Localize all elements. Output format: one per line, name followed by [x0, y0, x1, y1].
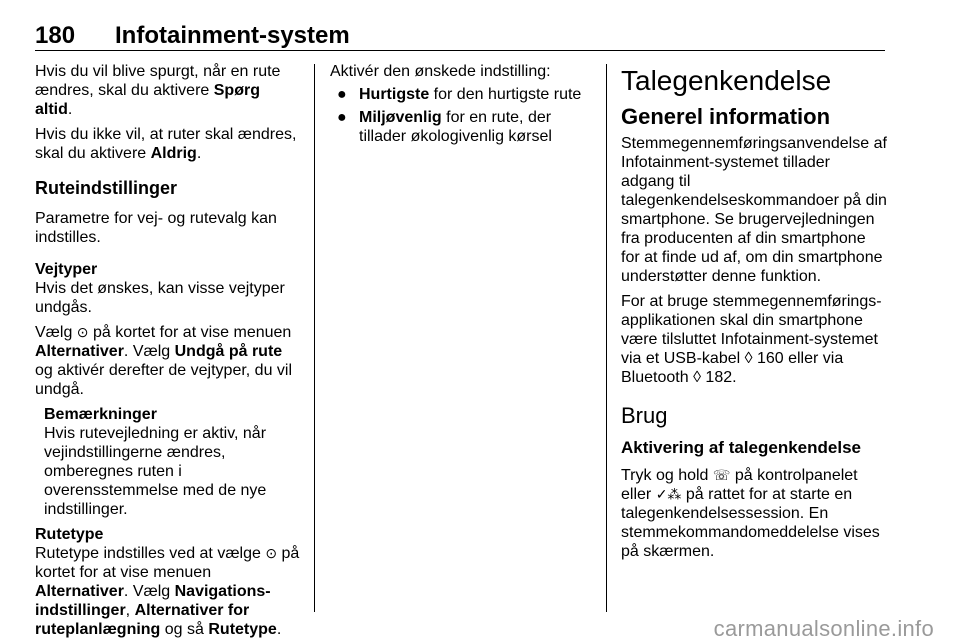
subheading-road-types: Vejtyper — [35, 261, 98, 278]
section-title: Talegenkendelse — [621, 65, 832, 96]
chapter-title: Infotainment-system — [115, 22, 350, 49]
heading-activate-voice: Aktivering af talegenkendelse — [621, 438, 861, 457]
option-never: Aldrig — [150, 145, 197, 162]
column-divider-2 — [606, 64, 607, 612]
list-item: ● Miljøvenlig for en rute, der tillader økologivenlig kørsel — [337, 109, 552, 145]
heading-general-info: Generel information — [621, 104, 831, 129]
bullet-icon: ● — [337, 86, 347, 103]
paragraph-road-types: Hvis det ønskes, kan visse vejtyper undgås. — [35, 280, 285, 316]
paragraph-activate-setting: Aktivér den ønskede indstilling: — [330, 63, 551, 80]
page-header — [35, 22, 885, 50]
paragraph-activate-voice: Tryk og hold ☏ på kontrolpanelet eller ✓⁂ på rattet for at starte en talegenkendelsessession. En stemmekommandomeddelelse vises på skærmen. — [621, 467, 880, 560]
bullet-icon: ● — [337, 109, 347, 126]
paragraph-select-alternatives: Vælg ⊙ på kortet for at vise menuen Alternativer. Vælg Undgå på rute og aktivér derefter de vejtyper, du vil undgå. — [35, 324, 293, 398]
paragraph-usb-bluetooth: For at bruge stemmegennemførings-applikationen skal din smartphone være tilsluttet Infotainment-systemet via et USB-kabel ◊ 160 eller via Bluetooth ◊ 182. — [621, 293, 882, 386]
map-menu-icon: ⊙ — [265, 545, 278, 561]
settings-list — [330, 85, 596, 146]
note-title: Bemærkninger — [44, 406, 157, 423]
header-divider — [35, 50, 885, 51]
map-menu-icon: ⊙ — [76, 324, 89, 340]
column-middle — [330, 62, 596, 150]
paragraph-route-type: Rutetype indstilles ved at vælge ⊙ på kortet for at vise menuen Alternativer. Vælg Navigations-indstillinger, Alternativer for ruteplanlægning og så Rutetype. — [35, 545, 300, 638]
voice-control-icon: ✓⁂ — [655, 486, 682, 502]
column-divider-1 — [314, 64, 315, 612]
subheading-route-type: Rutetype — [35, 526, 104, 543]
note-box — [35, 405, 301, 519]
heading-usage: Brug — [621, 403, 668, 428]
paragraph-never: Hvis du ikke vil, at ruter skal ændres, skal du aktivere Aldrig. — [35, 126, 297, 162]
heading-route-settings: Ruteindstillinger — [35, 178, 178, 198]
list-item: ● Hurtigste for den hurtigste rute — [337, 86, 582, 103]
column-right — [621, 62, 887, 561]
page-number: 180 — [35, 22, 76, 49]
reference-arrow-icon: ◊ — [693, 369, 701, 386]
column-left — [35, 62, 301, 639]
paragraph-route-params: Parametre for vej- og rutevalg kan indstilles. — [35, 210, 277, 246]
watermark: carmanualsonline.info — [713, 616, 934, 641]
note-text: Hvis rutevejledning er aktiv, når vejindstillingerne ændres, omberegnes ruten i overensstemmelse med de nye indstillinger. — [44, 425, 267, 518]
phone-icon: ☏ — [712, 467, 731, 483]
paragraph-ask-always: Hvis du vil blive spurgt, når en rute ændres, skal du aktivere Spørg altid. — [35, 63, 281, 118]
paragraph-general-info: Stemmegennemføringsanvendelse af Infotainment-systemet tillader adgang til talegenkendelseskommandoer på din smartphone. Se brugervejledningen fra producenten af din smartphone for at finde ud af, om din smartphone understøtter denne funktion. — [621, 135, 887, 285]
option-ask-always: Spørg altid — [35, 82, 260, 118]
reference-arrow-icon: ◊ — [744, 350, 753, 367]
